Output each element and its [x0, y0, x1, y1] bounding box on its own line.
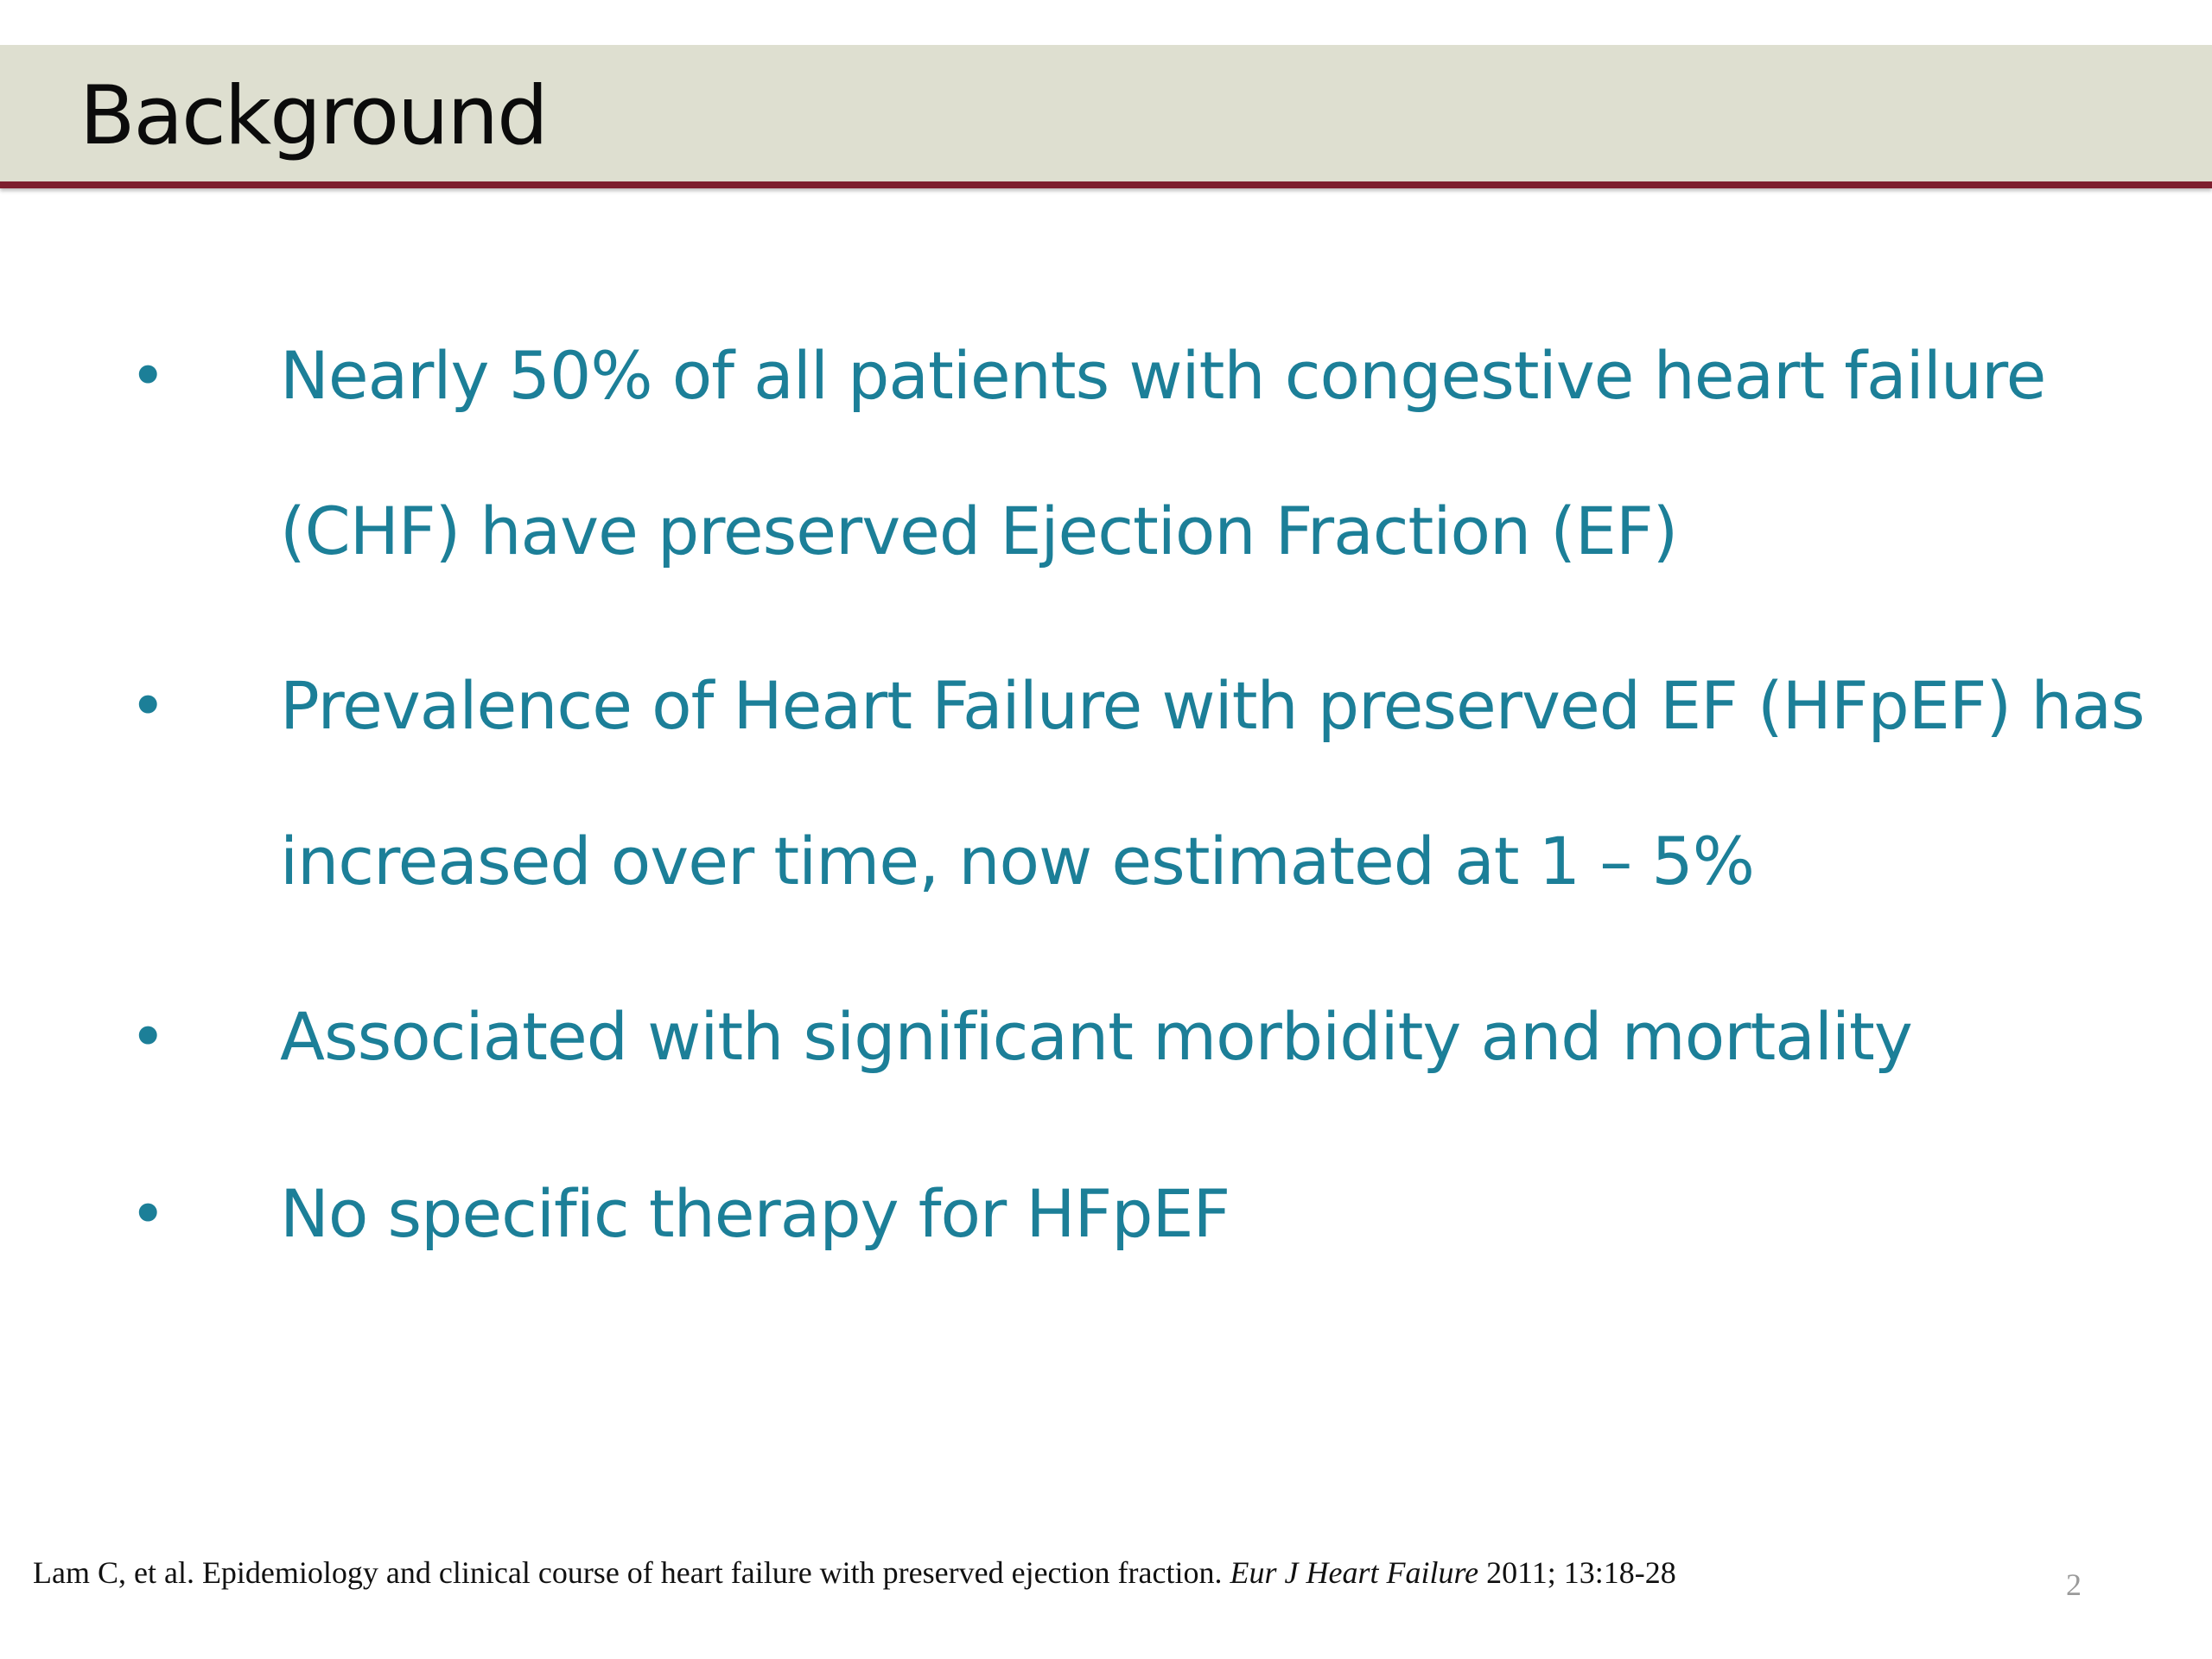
citation-details: 2011; 13:18-28: [1478, 1555, 1676, 1590]
citation-journal: Eur J Heart Failure: [1230, 1555, 1479, 1590]
bullet-dot-icon: •: [130, 340, 167, 412]
bullet-dot-icon: •: [130, 1001, 167, 1073]
bullet-text: Nearly 50% of all patients with congestive heart failure (CHF) have preserved Ejection Fraction (EF): [280, 337, 2046, 569]
bullet-text: Prevalence of Heart Failure with preserved EF (HFpEF) has increased over time, now estimated at 1 – 5%: [280, 667, 2145, 899]
bullet-text: No specific therapy for HFpEF: [280, 1175, 1230, 1252]
citation: [33, 1550, 1676, 1595]
slide-title: Background: [79, 69, 547, 163]
bullet-dot-icon: •: [130, 1178, 167, 1250]
bullet-text: Associated with significant morbidity and mortality: [280, 998, 1912, 1075]
citation-text: Lam C, et al. Epidemiology and clinical course of heart failure with preserved ejection fraction.: [33, 1555, 1230, 1590]
bullet-dot-icon: •: [130, 670, 167, 742]
page-number: 2: [2066, 1567, 2082, 1602]
